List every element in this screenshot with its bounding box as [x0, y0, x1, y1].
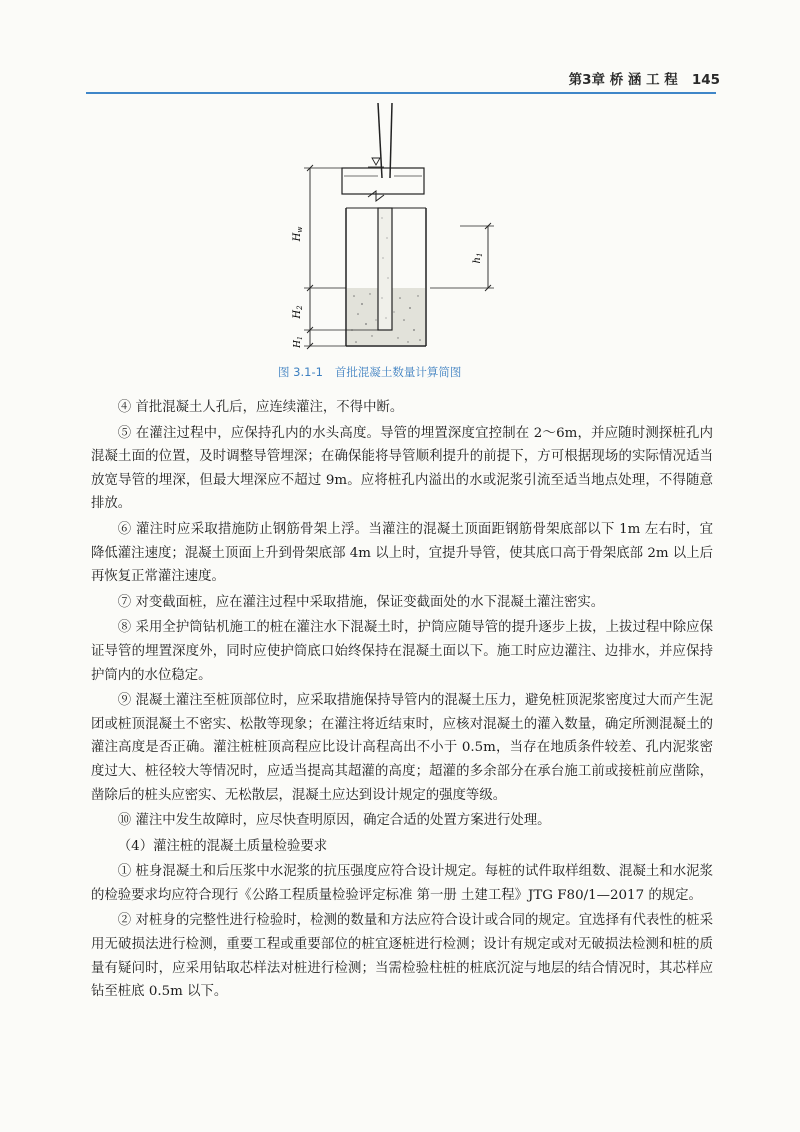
label-Hw: H: [292, 232, 303, 242]
chapter-title: 第3章 桥 涵 工 程: [568, 72, 678, 88]
paragraph: ② 对桩身的完整性进行检验时，检测的数量和方法应符合设计或合同的规定。宜选择有代表性的桩采用无破损法进行检测，重要工程或重要部位的桩宜逐桩进行检测；设计有规定或对无破损法检测和桩的质量有疑问时，应采用钻取芯样法对桩进行检测；当需检验柱桩的桩底沉淀与地层的结合情况时，其芯样应钻至桩底 0.5m 以下。: [91, 913, 713, 1000]
label-H2: H: [292, 309, 303, 319]
label-H1-sub: 1: [297, 336, 304, 340]
paragraph: ⑤ 在灌注过程中，应保持孔内的水头高度。导管的埋置深度宜控制在 2～6m，并应随时测探桩孔内混凝土面的位置，及时调整导管埋深；在确保能将导管顺利提升的前提下，方可根据现场的实际情况适当放宽导管的埋深，但最大埋深应不超过 9m。应将桩孔内溢出的水或泥浆引流至适当地点处理，不得随意排放。: [91, 425, 713, 512]
body-text: [91, 396, 713, 1006]
section-heading: （4）灌注桩的混凝土质量检验要求: [117, 838, 328, 854]
svg-text:H2: [292, 305, 304, 320]
paragraph: ⑩ 灌注中发生故障时，应尽快查明原因，确定合适的处置方案进行处理。: [117, 813, 551, 829]
label-Hw-sub: w: [296, 226, 304, 233]
svg-text:Hw: [292, 227, 304, 243]
running-header: [480, 68, 720, 88]
paragraph: ⑨ 混凝土灌注至桩顶部位时，应采取措施保持导管内的混凝土压力，避免桩顶泥浆密度过大而产生泥团或桩顶混凝土不密实、松散等现象；在灌注将近结束时，应核对混凝土的灌入数量，确定所测混凝土的灌注高度是否正确。灌注桩桩顶高程应比设计高程高出不小于 0.5m，当存在地质条件较差、孔内泥浆密度过大、桩径较大等情况时，应适当提高其超灌的高度；超灌的多余部分在承台施工前或接桩前应凿除，凿除后的桩头应密实、无松散层，混凝土应达到设计规定的强度等级。: [91, 693, 713, 803]
label-h1: h: [472, 257, 483, 264]
paragraph: ⑦ 对变截面桩，应在灌注过程中采取措施，保证变截面处的水下混凝土灌注密实。: [117, 594, 605, 610]
figure-title: 首批混凝土数量计算简图: [334, 365, 462, 379]
label-H2-sub: 2: [296, 305, 304, 310]
pile-concrete-diagram: [280, 98, 520, 363]
header-rule: [86, 92, 716, 94]
label-h1-sub: 1: [476, 252, 484, 258]
paragraph: ④ 首批混凝土人孔后，应连续灌注，不得中断。: [117, 400, 404, 415]
paragraph: ① 桩身混凝土和后压浆中水泥浆的抗压强度应符合设计规定。每桩的试件取样组数、混凝土和水泥浆的检验要求均应符合现行《公路工程质量检验评定标准 第一册 土建工程》JTG F80/1—2017 的规定。: [91, 864, 713, 903]
label-H1: H: [293, 339, 303, 348]
page-number: 145: [691, 72, 720, 88]
figure-number: 图 3.1-1: [278, 365, 323, 379]
svg-text:H1: [293, 336, 304, 349]
paragraph: ⑥ 灌注时应采取措施防止钢筋骨架上浮。当灌注的混凝土顶面距钢筋骨架底部以下 1m 左右时，宜降低灌注速度；混凝土顶面上升到骨架底部 4m 以上时，宜提升导管，使其底口高于骨架底部 2m 以上后再恢复正常灌注速度。: [91, 521, 713, 585]
paragraph: ⑧ 采用全护筒钻机施工的桩在灌注水下混凝土时，护筒应随导管的提升逐步上拔，上拔过程中除应保证导管的埋置深度外，同时应使护筒底口始终保持在混凝土面以下。施工时应边灌注、边排水，并应保持护筒内的水位稳定。: [91, 620, 713, 683]
figure-caption: [278, 364, 538, 380]
svg-text:h1: [472, 253, 484, 264]
